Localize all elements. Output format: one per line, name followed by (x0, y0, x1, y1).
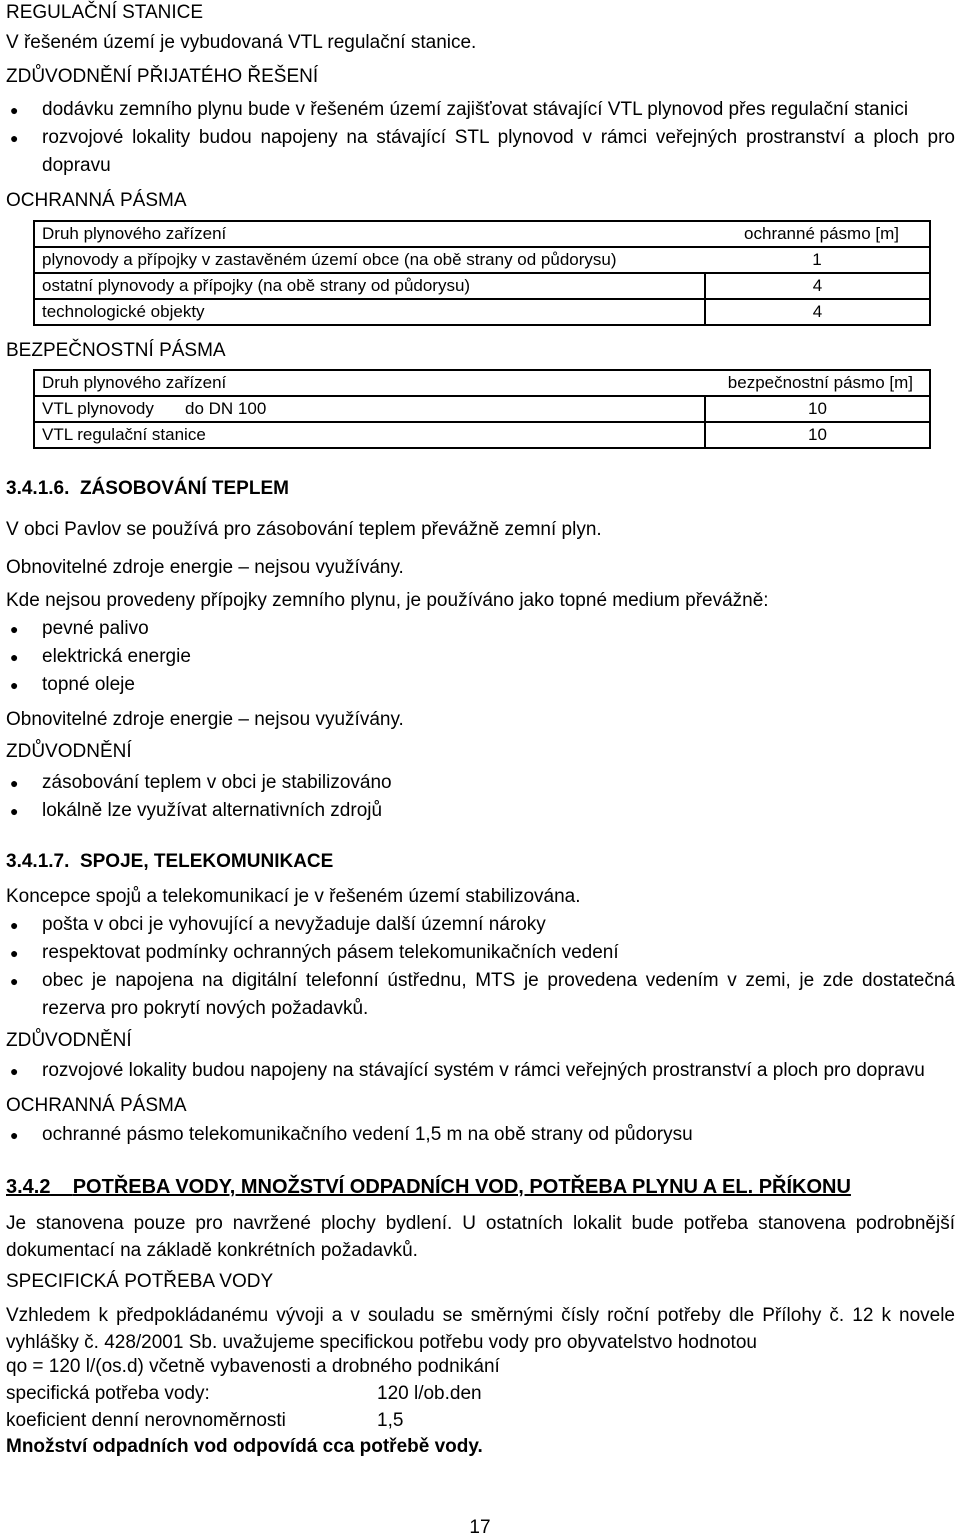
water-coef-row: koeficient denní nerovnoměrnosti 1,5 (6, 1410, 404, 1431)
gas-regulation-text: V řešeném území je vybudovaná VTL regulační stanice. (6, 32, 477, 53)
bullet-icon: ● (10, 130, 19, 146)
gas-safety-table (33, 369, 931, 449)
water-spec-heading: SPECIFICKÁ POTŘEBA VODY (6, 1271, 274, 1292)
bullet-icon: ● (10, 102, 19, 118)
heat-text: Obnovitelné zdroje energie – nejsou využívány. (6, 709, 404, 730)
bullet-icon: ● (10, 917, 19, 933)
table-row: plynovody a přípojky v zastavěném území obce (na obě strany od půdorysu) 1 (34, 247, 930, 273)
gas-protect-table (33, 220, 931, 326)
col-header-type: Druh plynového zařízení (42, 224, 227, 243)
water-spec-row: specifická potřeba vody: 120 l/ob.den (6, 1383, 482, 1404)
heat-text: V obci Pavlov se používá pro zásobování teplem převážně zemní plyn. (6, 519, 602, 540)
bullet-icon: ● (10, 803, 19, 819)
bullet-icon: ● (10, 621, 19, 637)
bullet-icon: ● (10, 649, 19, 665)
telecom-protect-heading: OCHRANNÁ PÁSMA (6, 1095, 187, 1116)
telecom-reason-heading: ZDŮVODNĚNÍ (6, 1030, 132, 1051)
water-text: Je stanovena pouze pro navržené plochy bydlení. U ostatních lokalit bude potřeba stanovena podrobnější dokumentací na základě konkrétních požadavků. (6, 1213, 955, 1261)
heat-text: Obnovitelné zdroje energie – nejsou využívány. (6, 557, 404, 578)
water-text: qo = 120 l/(os.d) včetně vybavenosti a drobného podnikání (6, 1356, 500, 1377)
bullet-icon: ● (10, 677, 19, 693)
gas-safety-heading: BEZPEČNOSTNÍ PÁSMA (6, 340, 226, 361)
col-header-zone: ochranné pásmo [m] (744, 224, 899, 243)
telecom-section-title: 3.4.1.7. SPOJE, TELEKOMUNIKACE (6, 851, 334, 872)
bullet-icon: ● (10, 945, 19, 961)
table-row: technologické objekty 4 (34, 299, 930, 325)
water-text: Vzhledem k předpokládanému vývoji a v souladu se směrnými čísly roční potřeby dle Přílohy č. 12 k novele vyhlášky č. 428/2001 Sb. uvažujeme specifickou potřebu vody pro obyvatelstvo hodnotou (6, 1305, 955, 1353)
gas-reason-heading: ZDŮVODNĚNÍ PŘIJATÉHO ŘEŠENÍ (6, 66, 319, 87)
heat-section-title: 3.4.1.6. ZÁSOBOVÁNÍ TEPLEM (6, 478, 289, 499)
gas-regulation-heading: REGULAČNÍ STANICE (6, 2, 204, 23)
gas-protect-heading: OCHRANNÁ PÁSMA (6, 190, 187, 211)
water-section-title: 3.4.2 POTŘEBA VODY, MNOŽSTVÍ ODPADNÍCH VOD, POTŘEBA PLYNU A EL. PŘÍKONU (6, 1176, 851, 1198)
table-row: VTL plynovody do DN 100 10 (34, 396, 930, 422)
page-number: 17 (469, 1517, 491, 1538)
col-header-type: Druh plynového zařízení (42, 373, 227, 392)
table-header (34, 221, 930, 247)
bullet-icon: ● (10, 1127, 19, 1143)
bullet-icon: ● (10, 1063, 19, 1079)
table-header (34, 370, 930, 396)
table-row: VTL regulační stanice 10 (34, 422, 930, 448)
bullet-icon: ● (10, 973, 19, 989)
table-row: ostatní plynovody a přípojky (na obě strany od půdorysu) 4 (34, 273, 930, 299)
heat-text: Kde nejsou provedeny přípojky zemního plynu, je používáno jako topné medium převážně: (6, 590, 769, 611)
bullet-icon: ● (10, 775, 19, 791)
telecom-text: Koncepce spojů a telekomunikací je v řešeném území stabilizována. (6, 886, 581, 907)
water-text: Množství odpadních vod odpovídá cca potřebě vody. (6, 1436, 483, 1457)
col-header-zone: bezpečnostní pásmo [m] (727, 373, 913, 392)
heat-reason-heading: ZDŮVODNĚNÍ (6, 741, 132, 762)
